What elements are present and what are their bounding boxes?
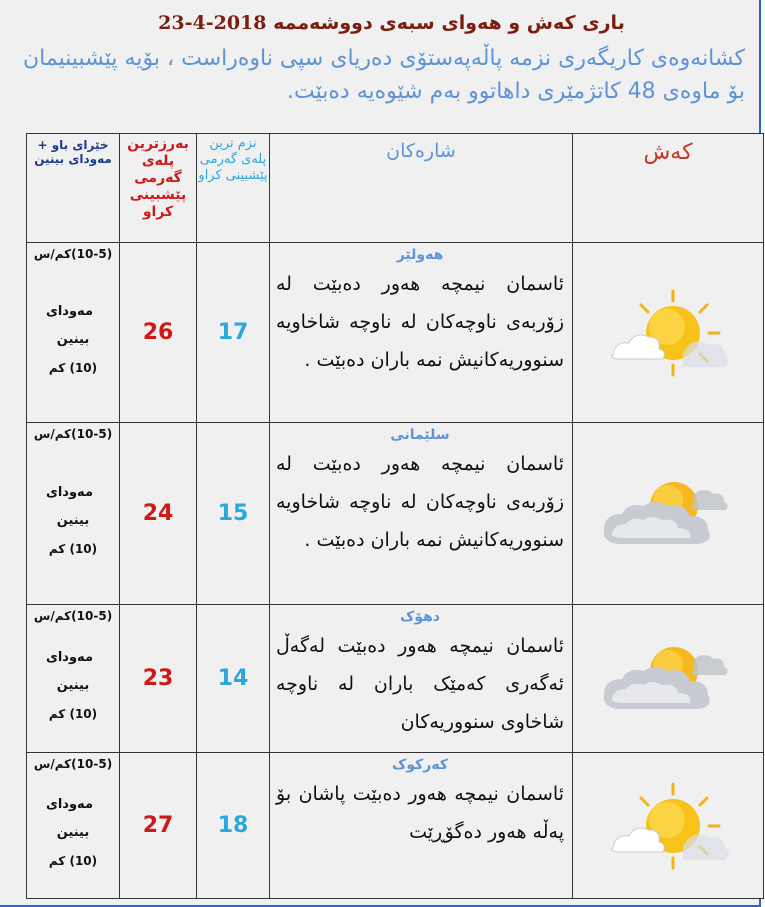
city-forecast: ئاسمان نیمچە هەور دەبێت پاشان بۆ پەڵە هەور دەگۆڕێت bbox=[276, 783, 564, 843]
city-forecast: ئاسمان نیمچە هەور دەبێت لە زۆربەی ناوچەکان لە ناوچە شاخاویە سنووریەکانیش نمە باران دەبێت . bbox=[276, 453, 564, 551]
max-temp: 26 bbox=[120, 243, 197, 423]
visibility-value: (10) کم bbox=[48, 360, 98, 375]
wind-speed: (10-5)کم/س bbox=[33, 609, 113, 623]
wind-cell bbox=[27, 753, 120, 899]
header-sky: کەش bbox=[573, 134, 764, 243]
header-max-temp: بەرزترین پلەی گەرمی پێشبینی کراو bbox=[120, 134, 197, 243]
header-row bbox=[27, 134, 764, 243]
title-text: باری کەش و هەوای سبەی دووشەممە bbox=[273, 12, 625, 34]
intro-paragraph: کشانەوەی کاریگەری نزمە پاڵەپەستۆی دەریای سپی ناوەراست ، بۆیە پێشبینیمان بۆ ماوەی 48 کاتژمێری داهاتوو بەم شێوەیە دەبێت. bbox=[23, 46, 745, 104]
forecast-table bbox=[26, 133, 764, 899]
table-row bbox=[27, 423, 764, 605]
title-date: 2018-4-23 bbox=[158, 12, 267, 34]
visibility-label: مەودای بینین bbox=[45, 484, 93, 528]
page-title bbox=[0, 12, 765, 34]
min-temp: 17 bbox=[197, 243, 270, 423]
sky-cell bbox=[573, 243, 764, 423]
city-name: هەولێر bbox=[396, 247, 444, 263]
city-cell bbox=[270, 753, 573, 899]
max-temp: 23 bbox=[120, 605, 197, 753]
wind-speed: (10-5)کم/س bbox=[33, 247, 113, 261]
header-min-temp: نزم ترین پلەی گەرمی پێشبینی کراو bbox=[197, 134, 270, 243]
max-temp: 27 bbox=[120, 753, 197, 899]
partly-cloudy-sun-icon bbox=[603, 283, 733, 383]
visibility-label: مەودای بینین bbox=[45, 649, 93, 693]
city-name: سلێمانی bbox=[390, 427, 450, 443]
city-cell bbox=[270, 243, 573, 423]
wind-cell bbox=[27, 243, 120, 423]
visibility-label: مەودای بینین bbox=[45, 796, 93, 840]
city-cell bbox=[270, 423, 573, 605]
sky-cell bbox=[573, 605, 764, 753]
table-row bbox=[27, 243, 764, 423]
header-cities: شارەکان bbox=[270, 134, 573, 243]
city-forecast: ئاسمان نیمچە هەور دەبێت لە زۆربەی ناوچەکان لە ناوچە شاخاویە سنووریەکانیش نمە باران دەبێت . bbox=[276, 273, 564, 371]
city-forecast: ئاسمان نیمچە هەور دەبێت لەگەڵ ئەگەری کەمێک باران لە ناوچە شاخاوی سنووریەکان bbox=[276, 635, 564, 733]
sky-cell bbox=[573, 423, 764, 605]
visibility-label: مەودای بینین bbox=[45, 303, 93, 347]
max-temp: 24 bbox=[120, 423, 197, 605]
visibility-value: (10) کم bbox=[48, 541, 98, 556]
min-temp: 15 bbox=[197, 423, 270, 605]
cloudy-sun-icon bbox=[598, 629, 738, 729]
wind-speed: (10-5)کم/س bbox=[33, 427, 113, 441]
visibility-value: (10) کم bbox=[48, 706, 98, 721]
city-cell bbox=[270, 605, 573, 753]
table-row bbox=[27, 753, 764, 899]
partly-cloudy-sun-icon bbox=[603, 776, 733, 876]
city-name: کەرکوک bbox=[392, 757, 448, 773]
wind-speed: (10-5)کم/س bbox=[33, 757, 113, 771]
sky-cell bbox=[573, 753, 764, 899]
table-row bbox=[27, 605, 764, 753]
visibility-value: (10) کم bbox=[48, 853, 98, 868]
cloudy-sun-icon bbox=[598, 464, 738, 564]
city-name: دهۆک bbox=[399, 609, 440, 625]
min-temp: 18 bbox=[197, 753, 270, 899]
wind-cell bbox=[27, 605, 120, 753]
min-temp: 14 bbox=[197, 605, 270, 753]
wind-cell bbox=[27, 423, 120, 605]
header-wind: خێرای باو + مەودای بینین bbox=[27, 134, 120, 243]
